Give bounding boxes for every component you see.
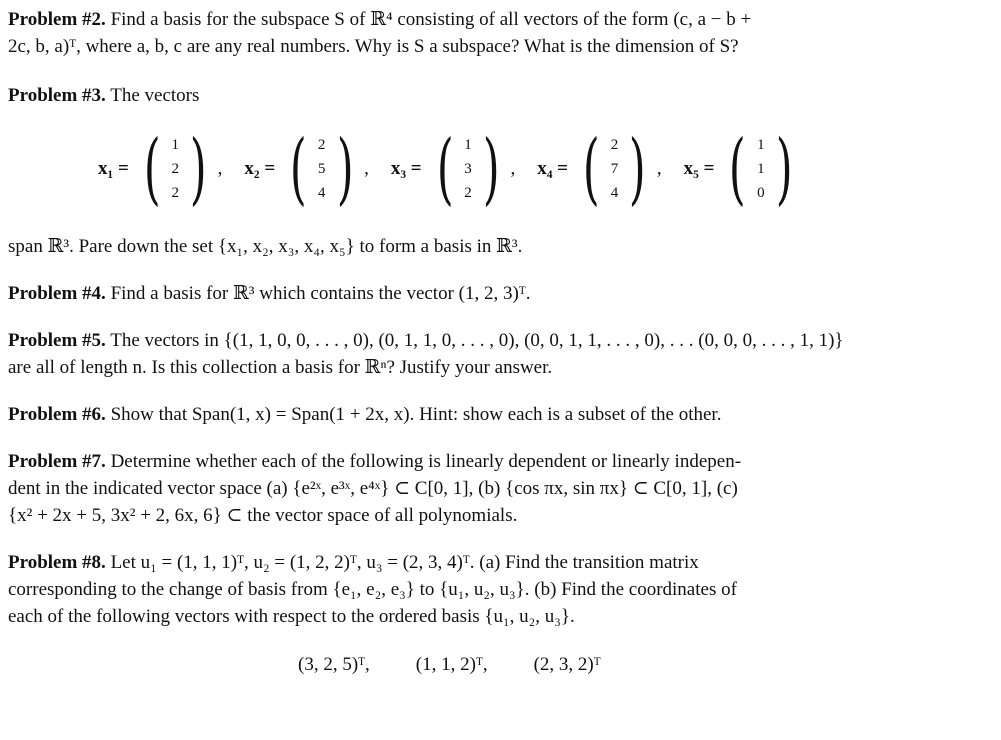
- right-paren: ): [336, 124, 354, 214]
- right-paren: ): [775, 124, 793, 214]
- problem-7-text1: Determine whether each of the following is linearly dependent or linearly indepen-: [110, 451, 742, 472]
- right-paren: ): [629, 124, 647, 214]
- problem-5-text1: The vectors in {(1, 1, 0, 0, . . . , 0), (0, 1, 1, 0, . . . , 0), (0, 0, 1, 1, . . . , 0), . . . (0, 0, 0, . . . , 1, 1)}: [110, 330, 844, 351]
- problem-6: [8, 401, 993, 428]
- problem-2-line2: 2c, b, a)ᵀ, where a, b, c are any real numbers. Why is S a subspace? What is the dimension of S?: [8, 36, 739, 57]
- problem-4-heading: Problem #4.: [8, 283, 106, 304]
- problem-7: [8, 448, 993, 529]
- problem-4-text: Find a basis for ℝ³ which contains the vector (1, 2, 3)ᵀ.: [110, 283, 531, 304]
- comma: ,: [364, 158, 369, 179]
- entry: 5: [317, 161, 326, 177]
- entry: 1: [757, 161, 765, 177]
- right-paren: ): [190, 124, 207, 214]
- problem-2: [8, 6, 993, 60]
- problem-8-text3: each of the following vectors with respect to the ordered basis {u₁, u₂, u₃}.: [8, 606, 575, 627]
- problem-8-text2: corresponding to the change of basis from {e₁, e₂, e₃} to {u₁, u₂, u₃}. (b) Find the coordinates of: [8, 579, 737, 600]
- entry: 2: [610, 137, 619, 153]
- problem-2-line1: [8, 6, 993, 33]
- problem-8-text1: Let u₁ = (1, 1, 1)ᵀ, u₂ = (1, 2, 2)ᵀ, u₃ = (2, 3, 4)ᵀ. (a) Find the transition matrix: [110, 552, 699, 573]
- vector-x4: [537, 124, 662, 214]
- entry: 3: [464, 161, 472, 177]
- vector-entries: [314, 133, 330, 205]
- vector-entries: [460, 133, 476, 205]
- entry: 1: [464, 137, 472, 153]
- vector-x3: [390, 124, 516, 214]
- entry: 2: [317, 137, 326, 153]
- vector-item: (3, 2, 5)ᵀ,: [298, 654, 370, 675]
- problem-7-text2: dent in the indicated vector space (a) {e²ˣ, e³ˣ, e⁴ˣ} ⊂ C[0, 1], (b) {cos πx, sin πx} ⊂ C[0, 1], (c): [8, 478, 738, 499]
- vector-entries: [167, 133, 183, 205]
- entry: 4: [610, 185, 619, 201]
- problem-3-heading: Problem #3.: [8, 85, 106, 106]
- problem-6-heading: Problem #6.: [8, 404, 106, 425]
- left-paren: (: [582, 124, 600, 214]
- problem-5-text2: are all of length n. Is this collection a basis for ℝⁿ? Justify your answer.: [8, 357, 553, 378]
- problem-7-text3: {x² + 2x + 5, 3x² + 2, 6x, 6} ⊂ the vector space of all polynomials.: [8, 505, 518, 526]
- problem-2-heading: Problem #2.: [8, 9, 106, 30]
- problem-8-heading: Problem #8.: [8, 552, 106, 573]
- problem-5-heading: Problem #5.: [8, 330, 106, 351]
- vector-item: (2, 3, 2)ᵀ: [533, 654, 601, 675]
- vector-x2: [244, 124, 369, 214]
- vector-label: x₃ =: [390, 158, 422, 179]
- left-paren: (: [143, 124, 161, 214]
- vector-label: x₅ =: [683, 158, 715, 179]
- problem-5: [8, 327, 993, 381]
- entry: 7: [610, 161, 619, 177]
- vector-list: [98, 124, 821, 214]
- entry: 4: [317, 185, 326, 201]
- problem-8: [8, 549, 993, 630]
- comma: ,: [510, 158, 516, 179]
- left-paren: (: [436, 124, 454, 214]
- problem-6-text: Show that Span(1, x) = Span(1 + 2x, x). Hint: show each is a subset of the other.: [110, 404, 722, 425]
- vector-x5: [683, 124, 800, 214]
- entry: 0: [757, 185, 765, 201]
- entry: 2: [171, 161, 179, 177]
- problem-3: [8, 82, 993, 109]
- problem-3-intro: The vectors: [110, 85, 200, 106]
- comma: ,: [656, 158, 662, 179]
- entry: 2: [464, 185, 472, 201]
- vector-entries: [753, 133, 769, 205]
- vector-item: (1, 1, 2)ᵀ,: [415, 654, 488, 675]
- right-paren: ): [482, 124, 500, 214]
- vector-label: x₁ =: [98, 158, 129, 179]
- comma: ,: [217, 158, 223, 179]
- left-paren: (: [290, 124, 307, 214]
- vector-x1: [98, 124, 223, 214]
- entry: 1: [171, 137, 179, 153]
- problem-8-vectors: [298, 654, 601, 676]
- vector-label: x₂ =: [244, 158, 276, 179]
- problem-3-after: span ℝ³. Pare down the set {x₁, x₂, x₃, x₄, x₅} to form a basis in ℝ³.: [8, 236, 523, 257]
- problem-2-text1: Find a basis for the subspace S of ℝ⁴ consisting of all vectors of the form (c, a − b +: [110, 9, 752, 30]
- left-paren: (: [729, 124, 746, 214]
- vector-entries: [606, 133, 622, 205]
- entry: 1: [757, 137, 765, 153]
- entry: 2: [171, 185, 179, 201]
- problem-4: [8, 280, 993, 307]
- vector-label: x₄ =: [537, 158, 568, 179]
- problem-7-heading: Problem #7.: [8, 451, 106, 472]
